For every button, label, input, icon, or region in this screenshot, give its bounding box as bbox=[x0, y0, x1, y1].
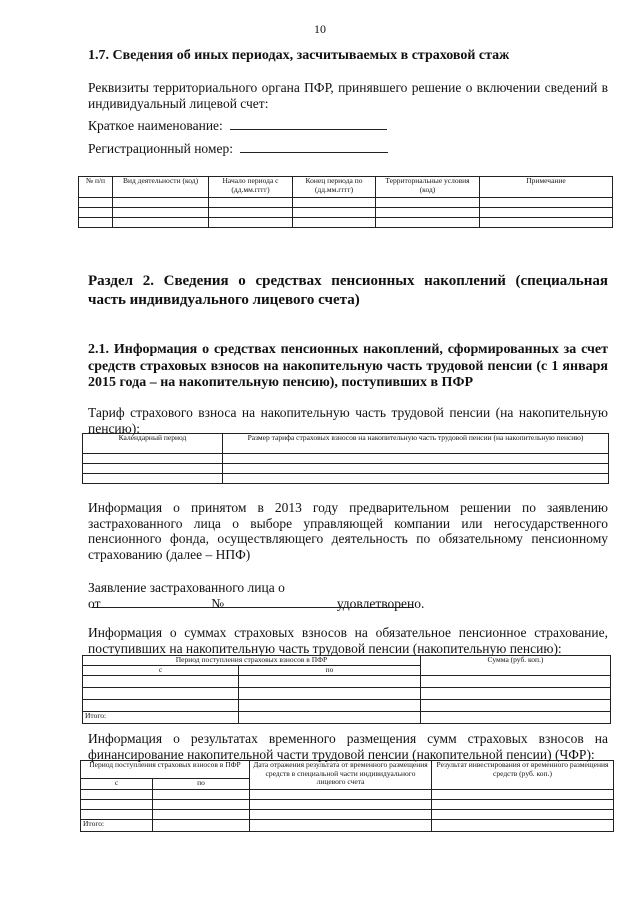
col-receipt-period: Период поступления страховых взносов в ПФР bbox=[83, 656, 421, 666]
number-label: № bbox=[211, 596, 225, 611]
total-row bbox=[81, 820, 614, 832]
col-number: № п/п bbox=[79, 177, 113, 198]
col-to: по bbox=[153, 779, 250, 790]
table-row bbox=[83, 464, 609, 474]
tariff-text: Тариф страхового взноса на накопительную часть трудовой пенсии (на накопительную пенсию): bbox=[88, 405, 608, 436]
col-reflection-date: Дата отражения результата от временного размещения средств в специальной части индивидуального лицевого счета bbox=[250, 761, 432, 790]
total-label: Итого: bbox=[83, 712, 239, 724]
statement-label: Заявление застрахованного лица о bbox=[88, 580, 285, 595]
sums-table-header bbox=[83, 656, 611, 666]
col-from: с bbox=[81, 779, 153, 790]
table-row bbox=[81, 810, 614, 820]
col-tariff-size: Размер тарифа страховых взносов на накопительную часть трудовой пенсии (на накопительную пенсию) bbox=[223, 434, 609, 454]
periods-table bbox=[78, 176, 613, 228]
table-row bbox=[79, 198, 613, 208]
table-row bbox=[79, 208, 613, 218]
col-end: Конец периода по (дд.мм.гггг) bbox=[293, 177, 376, 198]
col-territorial: Территориальные условия (код) bbox=[376, 177, 480, 198]
short-name-row bbox=[88, 118, 608, 134]
col-calendar-period: Календарный период bbox=[83, 434, 223, 454]
reg-number-label: Регистрационный номер: bbox=[88, 141, 233, 156]
number-field[interactable] bbox=[232, 596, 328, 608]
col-from: с bbox=[83, 666, 239, 676]
section-1-7-heading: 1.7. Сведения об иных периодах, засчитываемых в страховой стаж bbox=[88, 48, 510, 63]
requisites-text: Реквизиты территориального органа ПФР, принявшего решение о включении сведений в индивидуальный лицевой счет: bbox=[88, 80, 608, 111]
reg-number-row bbox=[88, 141, 608, 157]
col-receipt-period: Период поступления страховых взносов в ПФР bbox=[81, 761, 250, 779]
table-row bbox=[83, 700, 611, 712]
col-start: Начало периода с (дд.мм.гггг) bbox=[209, 177, 293, 198]
tariff-table bbox=[82, 433, 609, 484]
section-2-heading: Раздел 2. Сведения о средствах пенсионных накоплений (специальная часть индивидуального лицевого счета) bbox=[88, 273, 608, 308]
total-row bbox=[83, 712, 611, 724]
table-row bbox=[83, 676, 611, 688]
date-field[interactable] bbox=[114, 596, 202, 608]
sums-text: Информация о суммах страховых взносов на обязательное пенсионное страхование, поступивших на накопительную часть трудовой пенсии (накопительную пенсию): bbox=[88, 625, 608, 656]
section-2-1-heading: 2.1. Информация о средствах пенсионных накоплений, сформированных за счет средств страховых взносов на накопительную часть трудовой пенсии (с 1 января 2015 года – на накопительную пенсию), поступивших в ПФР bbox=[88, 342, 608, 390]
reg-number-field[interactable] bbox=[240, 141, 388, 153]
tariff-table-header bbox=[83, 434, 609, 454]
col-investment-result: Результат инвестирования от временного размещения средств (руб. коп.) bbox=[432, 761, 614, 790]
page-number: 10 bbox=[314, 22, 326, 36]
results-text: Информация о результатах временного размещения сумм страховых взносов на финансирование накопительной части трудовой пенсии (накопительной пенсии) (ЧФР): bbox=[88, 731, 608, 762]
total-label: Итого: bbox=[81, 820, 153, 832]
satisfied-label: удовлетворено. bbox=[336, 596, 425, 611]
periods-table-header bbox=[79, 177, 613, 198]
table-row bbox=[81, 800, 614, 810]
sums-table bbox=[82, 655, 611, 724]
results-table-header bbox=[81, 761, 614, 779]
table-row bbox=[79, 218, 613, 228]
decision-text: Информация о принятом в 2013 году предварительном решении по заявлению застрахованного лица о выборе управляющей компании или негосударственного пенсионного фонда, осуществляющего деятельность по обязательному пенсионному страхованию (далее – НПФ) bbox=[88, 500, 608, 562]
from-label: от bbox=[88, 596, 101, 611]
short-name-field[interactable] bbox=[230, 118, 387, 130]
short-name-label: Краткое наименование: bbox=[88, 118, 223, 133]
table-row bbox=[83, 454, 609, 464]
table-row bbox=[83, 474, 609, 484]
statement-date-row bbox=[88, 596, 608, 612]
table-row bbox=[83, 688, 611, 700]
results-table bbox=[80, 760, 614, 832]
col-note: Примечание bbox=[480, 177, 613, 198]
col-activity: Вид деятельности (код) bbox=[113, 177, 209, 198]
table-row bbox=[81, 790, 614, 800]
col-to: по bbox=[239, 666, 421, 676]
col-sum: Сумма (руб. коп.) bbox=[421, 656, 611, 676]
